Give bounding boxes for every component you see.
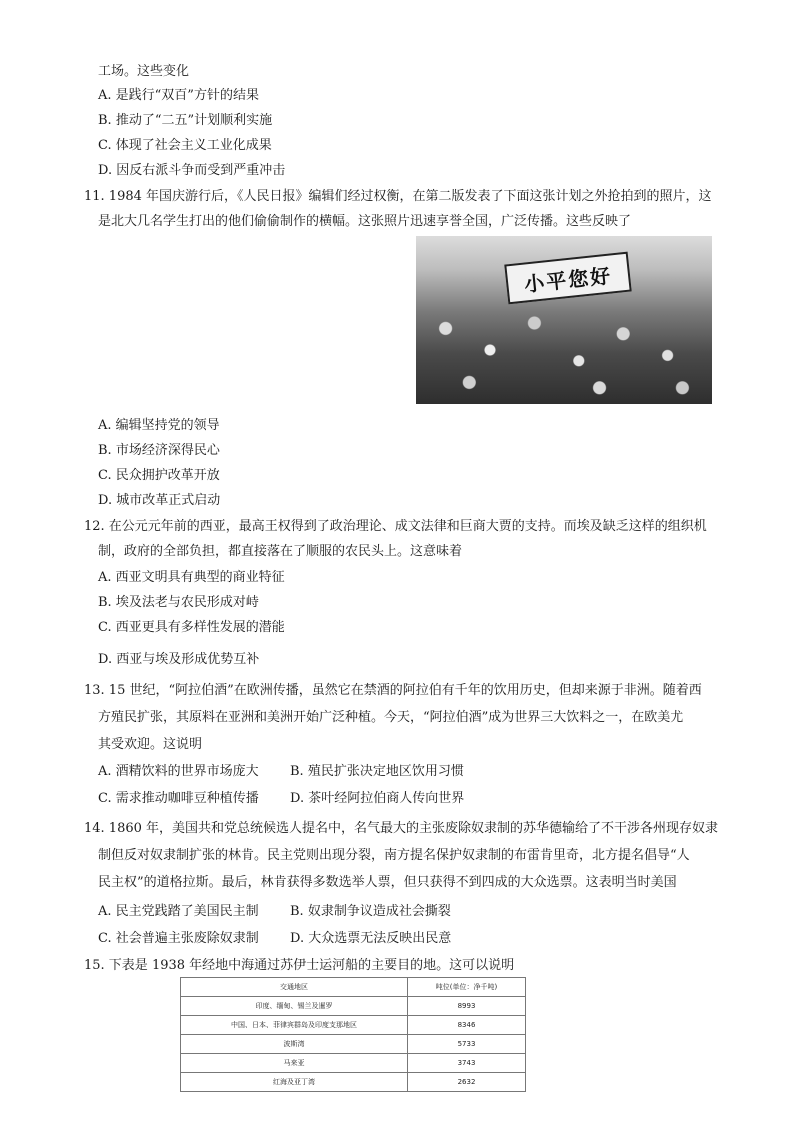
table-row <box>181 1073 526 1092</box>
question-12-stem-line-1: 12. 在公元元年前的西亚，最高王权得到了政治理论、成文法律和巨商大贾的支持。而埃及缺乏这样的组织机 <box>84 519 707 534</box>
table-cell-region: 中国、日本、菲律宾群岛及印度支那地区 <box>181 1016 408 1035</box>
q11-option-d[interactable]: D. 城市改革正式启动 <box>98 493 221 508</box>
table-row <box>181 1035 526 1054</box>
q13-option-b[interactable]: B. 殖民扩张决定地区饮用习惯 <box>290 764 464 779</box>
q14-option-b[interactable]: B. 奴隶制争议造成社会撕裂 <box>290 904 451 919</box>
q14-option-a[interactable]: A. 民主党践踏了美国民主制 <box>98 904 259 919</box>
q10-option-b[interactable]: B. 推动了“二五”计划顺利实施 <box>98 113 273 128</box>
table-header-row <box>181 978 526 997</box>
question-11-stem-line-2: 是北大几名学生打出的他们偷偷制作的横幅。这张照片迅速享誉全国，广泛传播。这些反映了 <box>98 214 632 229</box>
parade-photo <box>416 236 712 404</box>
q10-option-d[interactable]: D. 因反右派斗争而受到严重冲击 <box>98 163 286 178</box>
question-13-stem-line-2: 方殖民扩张，其原料在亚洲和美洲开始广泛种植。今天，“阿拉伯酒”成为世界三大饮料之一，在欧美尤 <box>98 710 684 725</box>
suez-shipping-table <box>180 977 526 1092</box>
table-row <box>181 1054 526 1073</box>
q13-option-a[interactable]: A. 酒精饮料的世界市场庞大 <box>98 764 259 779</box>
table-cell-tonnage: 8993 <box>408 997 526 1016</box>
question-14-stem-line-1: 14. 1860 年，美国共和党总统候选人提名中，名气最大的主张废除奴隶制的苏华德输给了不干涉各州现存奴隶 <box>84 821 719 836</box>
question-14-stem-line-3: 民主权”的道格拉斯。最后，林肯获得多数选举人票，但只获得不到四成的大众选票。这表明当时美国 <box>98 875 677 890</box>
q11-option-b[interactable]: B. 市场经济深得民心 <box>98 443 220 458</box>
table-cell-tonnage: 8346 <box>408 1016 526 1035</box>
table-cell-tonnage: 2632 <box>408 1073 526 1092</box>
question-13-stem-line-1: 13. 15 世纪，“阿拉伯酒”在欧洲传播，虽然它在禁酒的阿拉伯有千年的饮用历史，但却来源于非洲。随着西 <box>84 683 702 698</box>
q14-option-c[interactable]: C. 社会普遍主张废除奴隶制 <box>98 931 259 946</box>
q14-option-d[interactable]: D. 大众选票无法反映出民意 <box>290 931 452 946</box>
question-15-stem: 15. 下表是 1938 年经地中海通过苏伊士运河船的主要目的地。这可以说明 <box>84 958 515 973</box>
q10-option-c[interactable]: C. 体现了社会主义工业化成果 <box>98 138 272 153</box>
q12-option-d[interactable]: D. 西亚与埃及形成优势互补 <box>98 652 260 667</box>
table-cell-region: 印度、缅甸、锡兰及暹罗 <box>181 997 408 1016</box>
table-row <box>181 997 526 1016</box>
q11-option-a[interactable]: A. 编辑坚持党的领导 <box>98 418 220 433</box>
column-header-tonnage: 吨位(单位：净千吨) <box>408 978 526 997</box>
question-11-stem-line-1: 11. 1984 年国庆游行后，《人民日报》编辑们经过权衡，在第二版发表了下面这张计划之外抢拍到的照片，这 <box>84 189 712 204</box>
table-cell-region: 红海及亚丁湾 <box>181 1073 408 1092</box>
crowd-image <box>416 296 712 404</box>
question-13-stem-line-3: 其受欢迎。这说明 <box>98 737 203 752</box>
q12-option-a[interactable]: A. 西亚文明具有典型的商业特征 <box>98 570 285 585</box>
column-header-region: 交通地区 <box>181 978 408 997</box>
table-cell-region: 马来亚 <box>181 1054 408 1073</box>
q11-option-c[interactable]: C. 民众拥护改革开放 <box>98 468 220 483</box>
q12-option-c[interactable]: C. 西亚更具有多样性发展的潜能 <box>98 620 285 635</box>
q10-option-a[interactable]: A. 是践行“双百”方针的结果 <box>98 88 259 103</box>
q13-option-d[interactable]: D. 茶叶经阿拉伯商人传向世界 <box>290 791 465 806</box>
table-row <box>181 1016 526 1035</box>
table-cell-tonnage: 5733 <box>408 1035 526 1054</box>
q12-option-b[interactable]: B. 埃及法老与农民形成对峙 <box>98 595 259 610</box>
table-cell-region: 波斯湾 <box>181 1035 408 1054</box>
question-12-stem-line-2: 制，政府的全部负担，都直接落在了顺服的农民头上。这意味着 <box>98 544 463 559</box>
question-14-stem-line-2: 制但反对奴隶制扩张的林肯。民主党则出现分裂，南方提名保护奴隶制的布雷肯里奇，北方提名倡导“人 <box>98 848 690 863</box>
photo-banner: 小平您好 <box>504 252 632 305</box>
q13-option-c[interactable]: C. 需求推动咖啡豆种植传播 <box>98 791 259 806</box>
table-cell-tonnage: 3743 <box>408 1054 526 1073</box>
question-10-stem-end: 工场。这些变化 <box>98 64 190 79</box>
